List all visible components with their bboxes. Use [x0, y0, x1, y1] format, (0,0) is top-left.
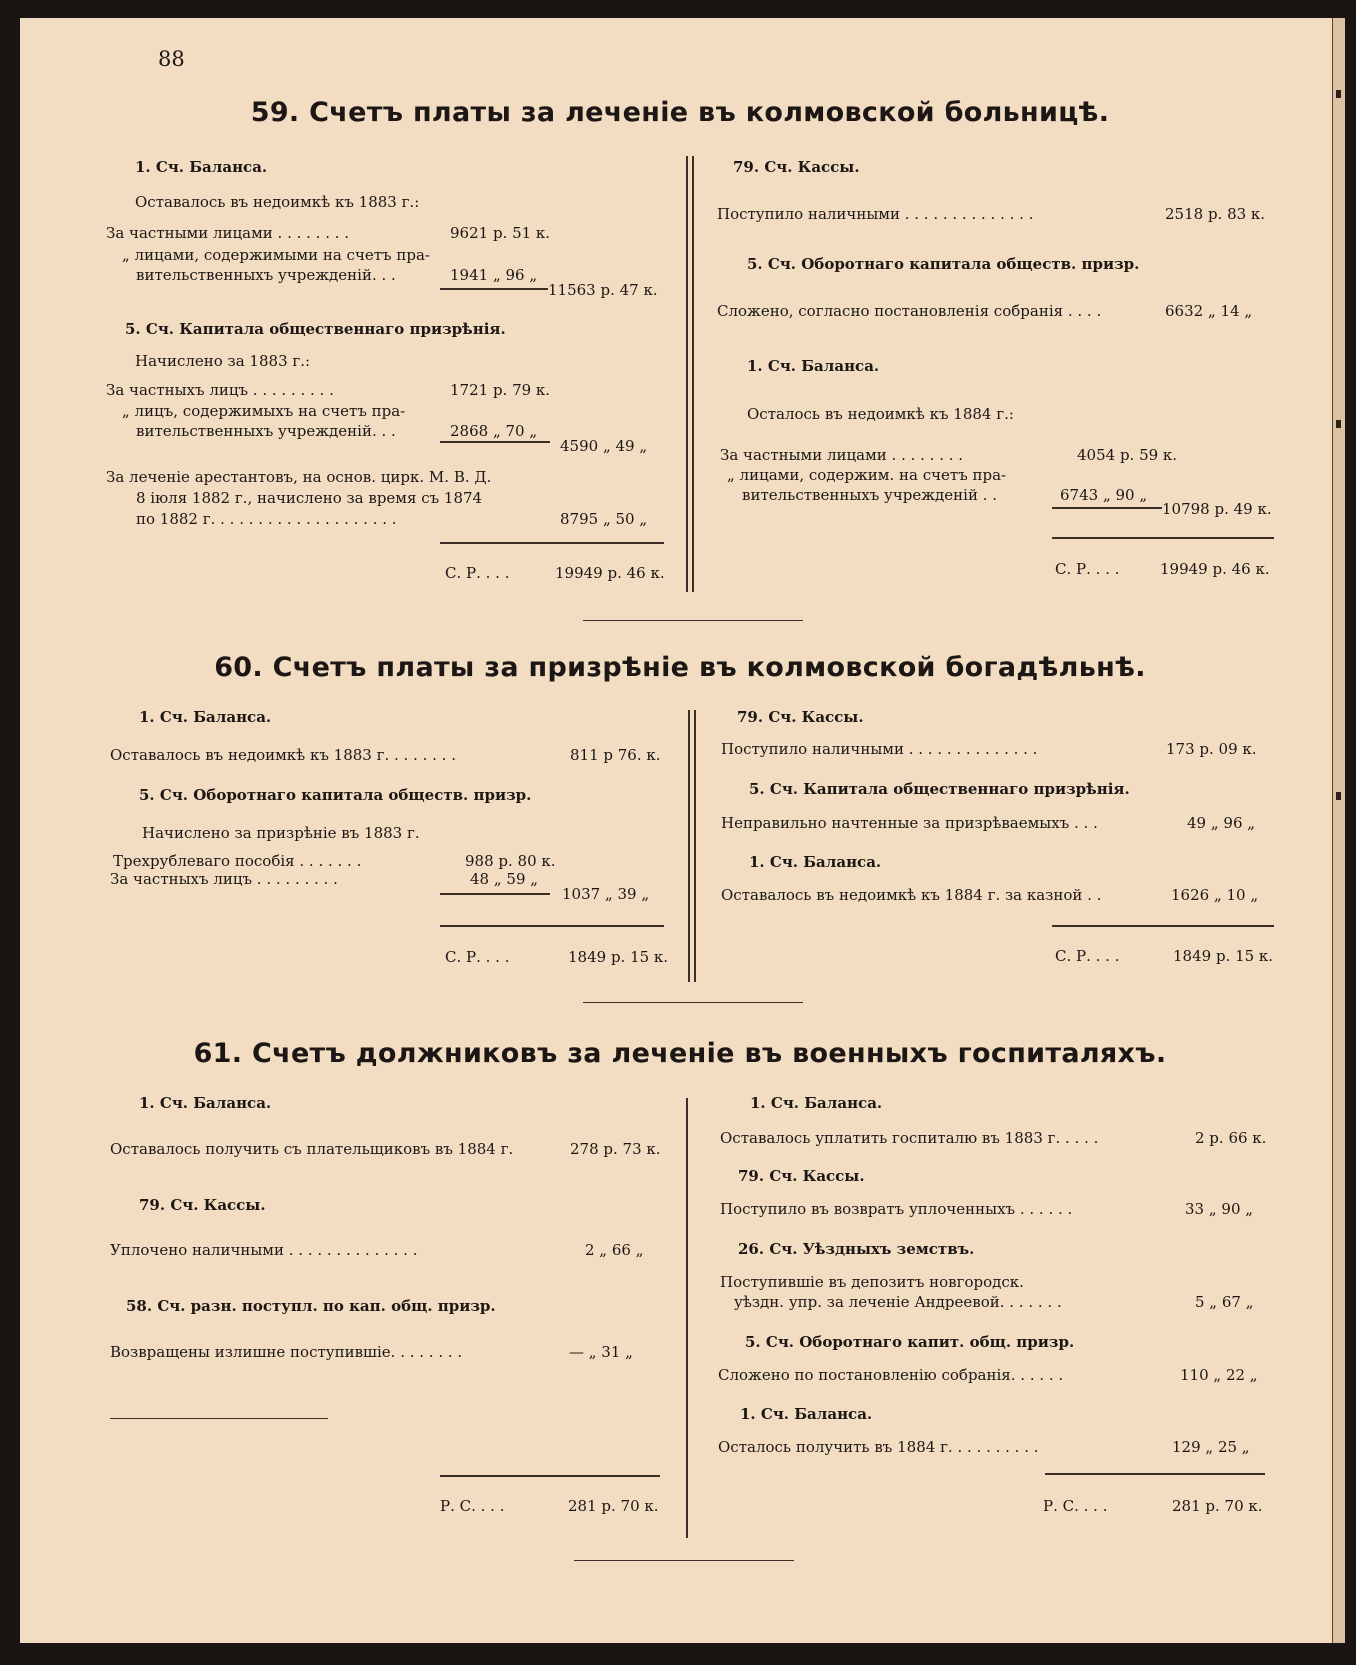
- entry-text: Оставалось въ недоимкѣ къ 1883 г. . . . . . . .: [110, 746, 456, 764]
- entry-text: За частныхъ лицъ . . . . . . . . .: [110, 870, 338, 888]
- total-rule: [440, 542, 664, 544]
- amount: 2868 „ 70 „: [450, 422, 538, 440]
- sum-rule: [440, 288, 548, 290]
- account-heading: 79. Сч. Кассы.: [139, 1196, 266, 1214]
- account-heading: 5. Сч. Оборотнаго капитала обществ. призр.: [747, 255, 1140, 273]
- section-separator: [574, 1560, 794, 1561]
- account-heading: 5. Сч. Капитала общественнаго призрѣнія.: [749, 780, 1130, 798]
- account-heading: 5. Сч. Капитала общественнаго призрѣнія.: [125, 320, 506, 338]
- total-label: С. Р. . . .: [1055, 560, 1120, 578]
- entry-text: Оставалось получить съ плательщиковъ въ 1884 г.: [110, 1140, 514, 1158]
- binding-mark: [1336, 90, 1341, 98]
- total-amount: 281 р. 70 к.: [1172, 1497, 1263, 1515]
- entry-text: „ лицами, содержим. на счетъ пра-: [727, 466, 1007, 484]
- section-61-title: 61. Счетъ должниковъ за леченіе въ военныхъ госпиталяхъ.: [193, 1038, 1167, 1069]
- entry-text: уѣздн. упр. за леченіе Андреевой. . . . . . .: [734, 1293, 1062, 1311]
- account-heading: 26. Сч. Уѣздныхъ земствъ.: [738, 1240, 975, 1258]
- amount: 33 „ 90 „: [1185, 1200, 1254, 1218]
- account-heading: 1. Сч. Баланса.: [740, 1405, 873, 1423]
- account-heading: 1. Сч. Баланса.: [749, 853, 882, 871]
- subtotal: 1037 „ 39 „: [562, 885, 650, 903]
- amount: 6743 „ 90 „: [1060, 486, 1148, 504]
- amount: 6632 „ 14 „: [1165, 302, 1253, 320]
- total-rule: [1052, 925, 1274, 927]
- total-rule: [440, 1475, 660, 1477]
- entry-text: Уплочено наличными . . . . . . . . . . . . . .: [110, 1241, 418, 1259]
- rule: [110, 1418, 328, 1419]
- entry-text: За частными лицами . . . . . . . .: [720, 446, 964, 464]
- total-label: С. Р. . . .: [445, 564, 510, 582]
- account-heading: 58. Сч. разн. поступл. по кап. общ. призр.: [126, 1297, 496, 1315]
- account-heading: 79. Сч. Кассы.: [737, 708, 864, 726]
- binding-mark: [1336, 792, 1341, 800]
- entry-text: Оставалось въ недоимкѣ къ 1884 г. за казной . .: [721, 886, 1102, 904]
- amount: 1721 р. 79 к.: [450, 381, 551, 399]
- amount: 2518 р. 83 к.: [1165, 205, 1266, 223]
- total-label: С. Р. . . .: [445, 948, 510, 966]
- sum-rule: [440, 893, 550, 895]
- amount: 1626 „ 10 „: [1171, 886, 1259, 904]
- amount: 49 „ 96 „: [1187, 814, 1256, 832]
- entry-text: За частныхъ лицъ . . . . . . . . .: [106, 381, 334, 399]
- account-heading: 79. Сч. Кассы.: [738, 1167, 865, 1185]
- subtotal: 11563 р. 47 к.: [548, 281, 658, 299]
- account-heading: 1. Сч. Баланса.: [135, 158, 268, 176]
- account-heading: 1. Сч. Баланса.: [139, 1094, 272, 1112]
- account-heading: 1. Сч. Баланса.: [139, 708, 272, 726]
- entry-text: Начислено за 1883 г.:: [135, 352, 311, 370]
- amount: 110 „ 22 „: [1180, 1366, 1258, 1384]
- entry-text: Поступившіе въ депозитъ новгородск.: [720, 1273, 1024, 1291]
- entry-text: вительственныхъ учрежденій. . .: [136, 266, 396, 284]
- sum-rule: [440, 441, 550, 443]
- entry-text: Поступило наличными . . . . . . . . . . . . . .: [721, 740, 1038, 758]
- entry-text: вительственныхъ учрежденій . .: [742, 486, 998, 504]
- account-heading: 5. Сч. Оборотнаго капит. общ. призр.: [745, 1333, 1075, 1351]
- section-60-title: 60. Счетъ платы за призрѣніе въ колмовской богадѣльнѣ.: [214, 652, 1146, 683]
- entry-text: Поступило въ возвратъ уплоченныхъ . . . . . .: [720, 1200, 1073, 1218]
- page-number: 88: [158, 47, 185, 71]
- entry-text: Сложено по постановленію собранія. . . . . .: [718, 1366, 1064, 1384]
- total-amount: 1849 р. 15 к.: [568, 948, 669, 966]
- entry-text: За частными лицами . . . . . . . .: [106, 224, 350, 242]
- total-amount: 1849 р. 15 к.: [1173, 947, 1274, 965]
- section-separator: [583, 620, 803, 621]
- total-amount: 19949 р. 46 к.: [1160, 560, 1270, 578]
- account-heading: 1. Сч. Баланса.: [750, 1094, 883, 1112]
- amount: 129 „ 25 „: [1172, 1438, 1250, 1456]
- column-divider: [688, 710, 690, 982]
- entry-text: Сложено, согласно постановленія собранія . . . .: [717, 302, 1102, 320]
- total-rule: [440, 925, 664, 927]
- total-amount: 281 р. 70 к.: [568, 1497, 659, 1515]
- account-heading: 79. Сч. Кассы.: [733, 158, 860, 176]
- entry-text: Начислено за призрѣніе въ 1883 г.: [142, 824, 420, 842]
- entry-text: Неправильно начтенные за призрѣваемыхъ . . .: [721, 814, 1098, 832]
- sum-rule: [1052, 507, 1162, 509]
- amount: — „ 31 „: [569, 1343, 633, 1361]
- entry-text: Оставалось уплатить госпиталю въ 1883 г. . . . .: [720, 1129, 1099, 1147]
- column-divider: [686, 1098, 688, 1538]
- total-rule: [1045, 1473, 1265, 1475]
- entry-text: по 1882 г. . . . . . . . . . . . . . . . . . . .: [136, 510, 397, 528]
- entry-text: Осталось получить въ 1884 г. . . . . . . . . .: [718, 1438, 1039, 1456]
- amount: 988 р. 80 к.: [465, 852, 556, 870]
- amount: 2 р. 66 к.: [1195, 1129, 1267, 1147]
- amount: 173 р. 09 к.: [1166, 740, 1257, 758]
- amount: 4054 р. 59 к.: [1077, 446, 1178, 464]
- amount: 9621 р. 51 к.: [450, 224, 551, 242]
- subtotal: 4590 „ 49 „: [560, 437, 648, 455]
- amount: 5 „ 67 „: [1195, 1293, 1254, 1311]
- amount: 1941 „ 96 „: [450, 266, 538, 284]
- total-label: Р. С. . . .: [440, 1497, 505, 1515]
- amount: 2 „ 66 „: [585, 1241, 644, 1259]
- amount: 8795 „ 50 „: [560, 510, 648, 528]
- total-amount: 19949 р. 46 к.: [555, 564, 665, 582]
- total-rule: [1052, 537, 1274, 539]
- page-edge: [1332, 18, 1345, 1643]
- entry-text: Поступило наличными . . . . . . . . . . . . . .: [717, 205, 1034, 223]
- entry-text: 8 іюля 1882 г., начислено за время съ 1874: [136, 489, 483, 507]
- binding-mark: [1336, 420, 1341, 428]
- column-divider: [692, 156, 694, 592]
- section-59-title: 59. Счетъ платы за леченіе въ колмовской больницѣ.: [250, 97, 1110, 128]
- section-separator: [583, 1002, 803, 1003]
- amount: 278 р. 73 к.: [570, 1140, 661, 1158]
- entry-text: Трехрублеваго пособія . . . . . . .: [113, 852, 362, 870]
- amount: 48 „ 59 „: [470, 870, 539, 888]
- entry-text: Оставалось въ недоимкѣ къ 1883 г.:: [135, 193, 420, 211]
- subtotal: 10798 р. 49 к.: [1162, 500, 1272, 518]
- column-divider: [694, 710, 696, 982]
- entry-text: „ лицами, содержимыми на счетъ пра-: [122, 246, 430, 264]
- entry-text: „ лицъ, содержимыхъ на счетъ пра-: [122, 402, 406, 420]
- amount: 811 р 76. к.: [570, 746, 661, 764]
- entry-text: За леченіе арестантовъ, на основ. цирк. М. В. Д.: [106, 468, 492, 486]
- total-label: С. Р. . . .: [1055, 947, 1120, 965]
- column-divider: [686, 156, 688, 592]
- total-label: Р. С. . . .: [1043, 1497, 1108, 1515]
- entry-text: вительственныхъ учрежденій. . .: [136, 422, 396, 440]
- entry-text: Осталось въ недоимкѣ къ 1884 г.:: [747, 405, 1014, 423]
- account-heading: 5. Сч. Оборотнаго капитала обществ. призр.: [139, 786, 532, 804]
- entry-text: Возвращены излишне поступившіе. . . . . . . .: [110, 1343, 463, 1361]
- account-heading: 1. Сч. Баланса.: [747, 357, 880, 375]
